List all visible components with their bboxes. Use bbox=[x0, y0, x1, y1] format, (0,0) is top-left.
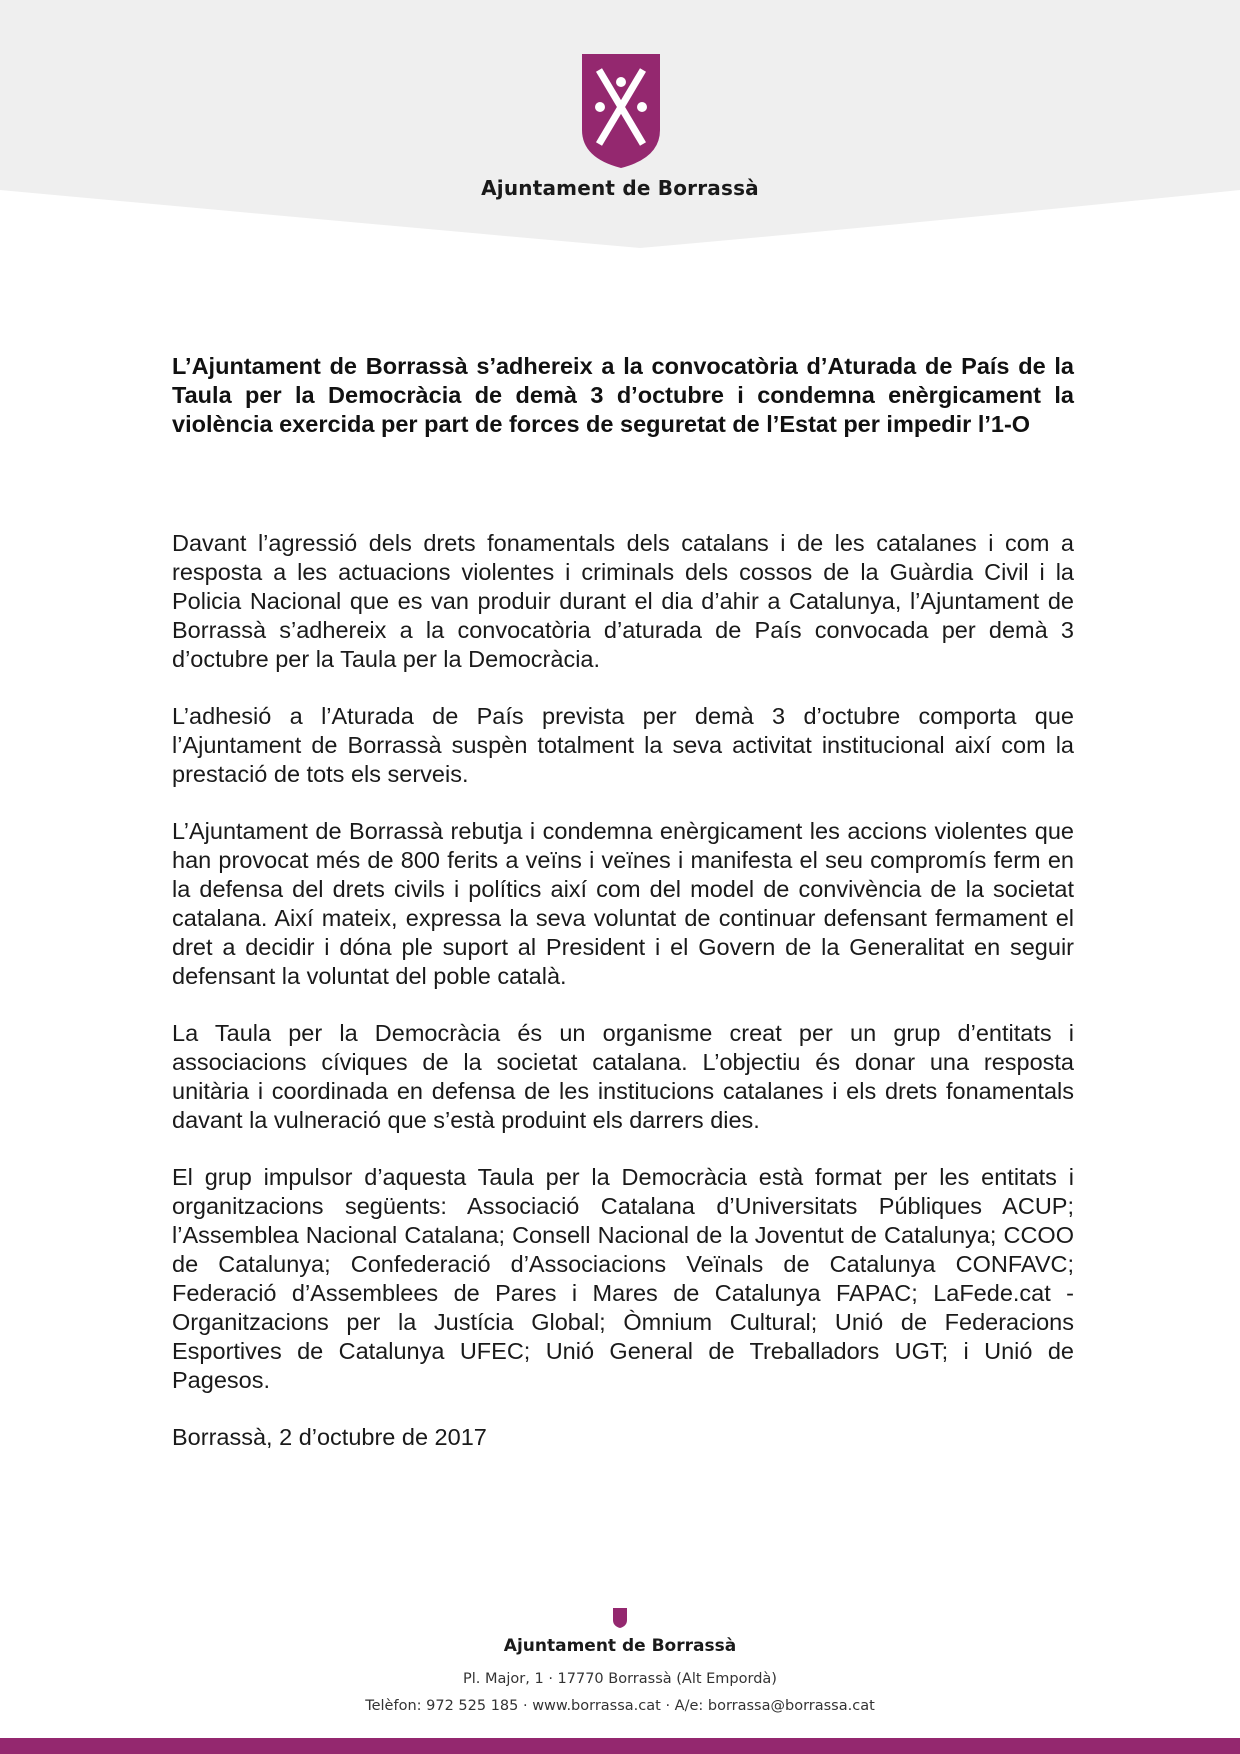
bottom-accent-bar bbox=[0, 1738, 1240, 1754]
document-headline: L’Ajuntament de Borrassà s’adhereix a la convocatòria d’Aturada de País de la Taula per la Democràcia de demà 3 d’octubre i condemna enèrgicament la violència exercida per part de forces de seguretat de l’Estat per impedir l’1-O bbox=[172, 353, 1074, 437]
crest-mark-icon bbox=[613, 1608, 627, 1628]
footer-contact: Telèfon: 972 525 185 · www.borrassa.cat · A/e: borrassa@borrassa.cat bbox=[365, 1698, 875, 1714]
document-content bbox=[172, 352, 1074, 1480]
paragraph-2: L’adhesió a l’Aturada de País prevista per demà 3 d’octubre comporta que l’Ajuntament de Borrassà suspèn totalment la seva activitat institucional així com la prestació de tots els serveis. bbox=[172, 703, 1074, 787]
paragraph-5: El grup impulsor d’aquesta Taula per la Democràcia està format per les entitats i organitzacions següents: Associació Catalana d’Universitats Públiques ACUP; l’Assemblea Nacional Catalana; Consell Nacional de la Joventut de Catalunya; CCOO de Catalunya; Confederació d’Associacions Veïnals de Catalunya CONFAVC; Federació d’Assemblees de Pares i Mares de Catalunya FAPAC; LaFede.cat - Organitzacions per la Justícia Global; Òmnium Cultural; Unió de Federacions Esportives de Catalunya UFEC; Unió General de Treballadors UGT; i Unió de Pagesos. bbox=[172, 1164, 1074, 1393]
paragraph-4: La Taula per la Democràcia és un organisme creat per un grup d’entitats i associacions cíviques de la societat catalana. L’objectiu és donar una resposta unitària i coordinada en defensa de les institucions catalanes i els drets fonamentals davant la vulneració que s’està produint els darrers dies. bbox=[172, 1020, 1074, 1133]
header-org-name: Ajuntament de Borrassà bbox=[481, 176, 759, 200]
signoff-date: Borrassà, 2 d’octubre de 2017 bbox=[172, 1424, 487, 1450]
municipal-crest-icon bbox=[580, 52, 662, 170]
footer-org-name: Ajuntament de Borrassà bbox=[503, 1636, 737, 1656]
paragraph-1: Davant l’agressió dels drets fonamentals dels catalans i de les catalanes i com a resposta a les actuacions violentes i criminals dels cossos de la Guàrdia Civil i la Policia Nacional que es van produir durant el dia d’ahir a Catalunya, l’Ajuntament de Borrassà s’adhereix a la convocatòria d’aturada de País convocada per demà 3 d’octubre per la Taula per la Democràcia. bbox=[172, 530, 1074, 672]
paragraph-3: L’Ajuntament de Borrassà rebutja i condemna enèrgicament les accions violentes que han provocat més de 800 ferits a veïns i veïnes i manifesta el seu compromís ferm en la defensa del drets civils i polítics així com del model de convivència de la societat catalana. Així mateix, expressa la seva voluntat de continuar defensant fermament el dret a decidir i dóna ple suport al President i el Govern de la Generalitat en seguir defensant la voluntat del poble català. bbox=[172, 818, 1074, 989]
footer bbox=[0, 1608, 1240, 1720]
document-body bbox=[172, 529, 1074, 1452]
footer-address: Pl. Major, 1 · 17770 Borrassà (Alt Empordà) bbox=[463, 1671, 777, 1687]
